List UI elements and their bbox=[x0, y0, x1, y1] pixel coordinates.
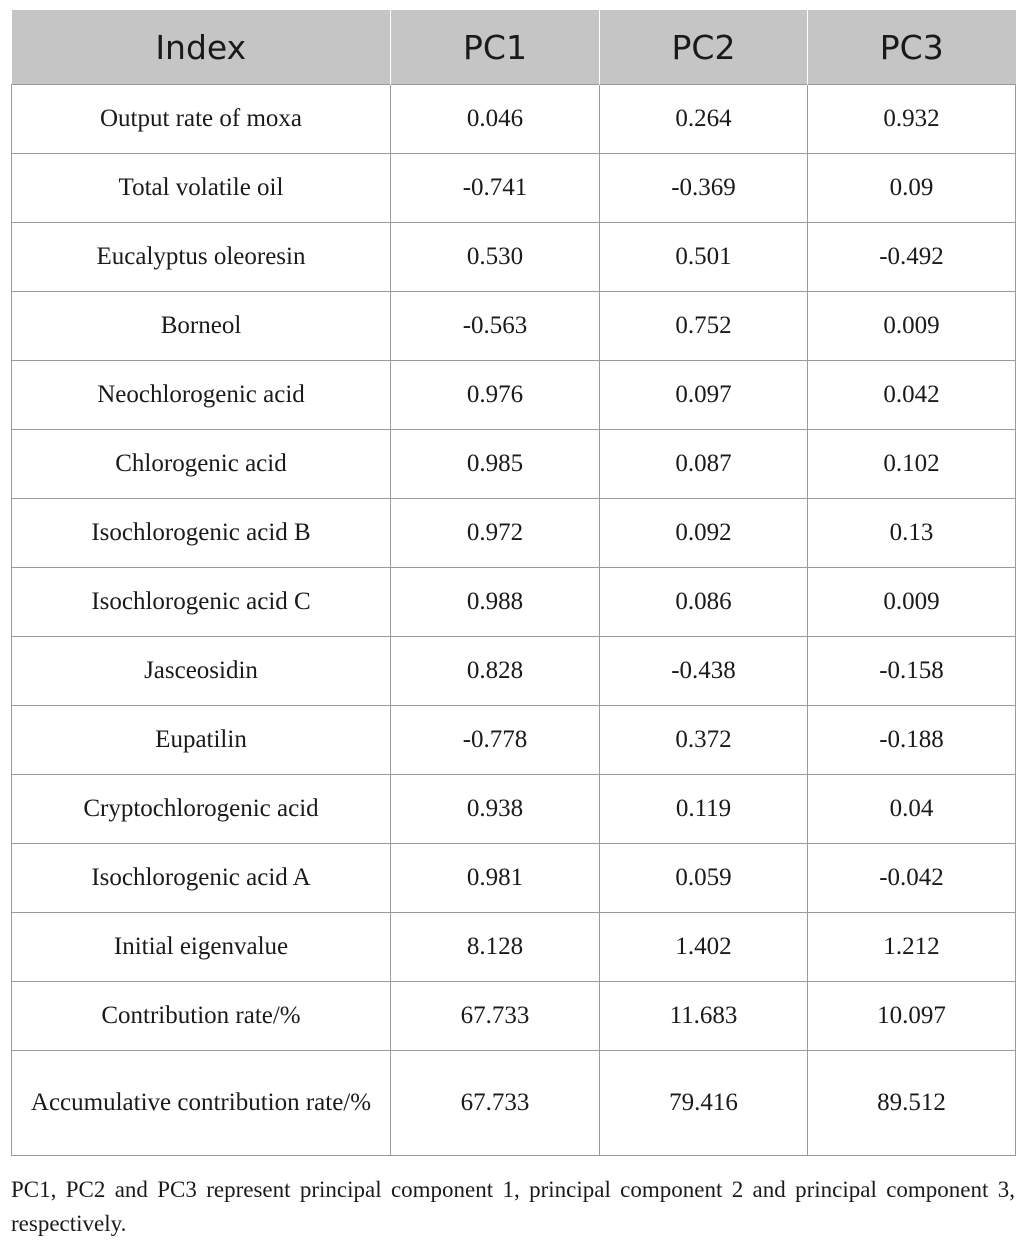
cell-pc1: -0.563 bbox=[391, 292, 600, 361]
cell-pc2: 0.264 bbox=[600, 85, 808, 154]
cell-pc1: 0.046 bbox=[391, 85, 600, 154]
cell-pc1: 0.828 bbox=[391, 637, 600, 706]
cell-pc1: 8.128 bbox=[391, 913, 600, 982]
row-label: Jasceosidin bbox=[12, 637, 391, 706]
cell-pc1: 0.976 bbox=[391, 361, 600, 430]
cell-pc2: 0.086 bbox=[600, 568, 808, 637]
row-label: Total volatile oil bbox=[12, 154, 391, 223]
header-row bbox=[12, 10, 1016, 85]
cell-pc2: 0.092 bbox=[600, 499, 808, 568]
row-label: Neochlorogenic acid bbox=[12, 361, 391, 430]
row-label: Isochlorogenic acid C bbox=[12, 568, 391, 637]
table-row bbox=[12, 292, 1016, 361]
row-label: Cryptochlorogenic acid bbox=[12, 775, 391, 844]
row-label: Accumulative contribution rate/% bbox=[12, 1051, 391, 1156]
cell-pc1: 0.972 bbox=[391, 499, 600, 568]
row-label: Isochlorogenic acid B bbox=[12, 499, 391, 568]
table-row bbox=[12, 1051, 1016, 1156]
cell-pc2: 0.501 bbox=[600, 223, 808, 292]
cell-pc2: 11.683 bbox=[600, 982, 808, 1051]
cell-pc3: 0.042 bbox=[808, 361, 1016, 430]
cell-pc1: 0.938 bbox=[391, 775, 600, 844]
table-row bbox=[12, 430, 1016, 499]
header-pc3: PC3 bbox=[808, 10, 1016, 85]
cell-pc3: -0.158 bbox=[808, 637, 1016, 706]
cell-pc3: -0.492 bbox=[808, 223, 1016, 292]
cell-pc3: 0.09 bbox=[808, 154, 1016, 223]
table-row bbox=[12, 361, 1016, 430]
cell-pc1: 0.988 bbox=[391, 568, 600, 637]
cell-pc2: 1.402 bbox=[600, 913, 808, 982]
cell-pc3: 0.102 bbox=[808, 430, 1016, 499]
table-row bbox=[12, 154, 1016, 223]
table-row bbox=[12, 982, 1016, 1051]
cell-pc2: 0.097 bbox=[600, 361, 808, 430]
table-footnote: PC1, PC2 and PC3 represent principal component 1, principal component 2 and principal component 3, respectively. bbox=[11, 1177, 1015, 1236]
cell-pc3: 0.009 bbox=[808, 292, 1016, 361]
cell-pc2: 0.752 bbox=[600, 292, 808, 361]
header-index: Index bbox=[12, 10, 391, 85]
table-row bbox=[12, 775, 1016, 844]
row-label: Chlorogenic acid bbox=[12, 430, 391, 499]
row-label: Borneol bbox=[12, 292, 391, 361]
pca-table bbox=[11, 10, 1016, 1156]
cell-pc3: 0.04 bbox=[808, 775, 1016, 844]
cell-pc3: 1.212 bbox=[808, 913, 1016, 982]
table-row bbox=[12, 637, 1016, 706]
table-row bbox=[12, 223, 1016, 292]
table-row bbox=[12, 85, 1016, 154]
cell-pc3: -0.188 bbox=[808, 706, 1016, 775]
cell-pc1: 0.981 bbox=[391, 844, 600, 913]
table-row bbox=[12, 844, 1016, 913]
cell-pc2: 0.087 bbox=[600, 430, 808, 499]
row-label: Isochlorogenic acid A bbox=[12, 844, 391, 913]
cell-pc1: -0.741 bbox=[391, 154, 600, 223]
table-row bbox=[12, 568, 1016, 637]
table-row bbox=[12, 913, 1016, 982]
cell-pc3: 0.932 bbox=[808, 85, 1016, 154]
cell-pc1: 0.985 bbox=[391, 430, 600, 499]
row-label: Output rate of moxa bbox=[12, 85, 391, 154]
row-label: Contribution rate/% bbox=[12, 982, 391, 1051]
cell-pc1: 0.530 bbox=[391, 223, 600, 292]
table-row bbox=[12, 499, 1016, 568]
cell-pc3: 0.009 bbox=[808, 568, 1016, 637]
cell-pc3: 10.097 bbox=[808, 982, 1016, 1051]
header-pc1: PC1 bbox=[391, 10, 600, 85]
cell-pc2: 0.119 bbox=[600, 775, 808, 844]
header-pc2: PC2 bbox=[600, 10, 808, 85]
cell-pc3: 89.512 bbox=[808, 1051, 1016, 1156]
cell-pc1: 67.733 bbox=[391, 982, 600, 1051]
row-label: Eupatilin bbox=[12, 706, 391, 775]
row-label: Eucalyptus oleoresin bbox=[12, 223, 391, 292]
cell-pc1: -0.778 bbox=[391, 706, 600, 775]
cell-pc2: 79.416 bbox=[600, 1051, 808, 1156]
cell-pc2: -0.438 bbox=[600, 637, 808, 706]
cell-pc2: -0.369 bbox=[600, 154, 808, 223]
cell-pc2: 0.059 bbox=[600, 844, 808, 913]
table-row bbox=[12, 706, 1016, 775]
cell-pc3: 0.13 bbox=[808, 499, 1016, 568]
row-label: Initial eigenvalue bbox=[12, 913, 391, 982]
cell-pc2: 0.372 bbox=[600, 706, 808, 775]
cell-pc1: 67.733 bbox=[391, 1051, 600, 1156]
cell-pc3: -0.042 bbox=[808, 844, 1016, 913]
table-container bbox=[11, 10, 1015, 1156]
